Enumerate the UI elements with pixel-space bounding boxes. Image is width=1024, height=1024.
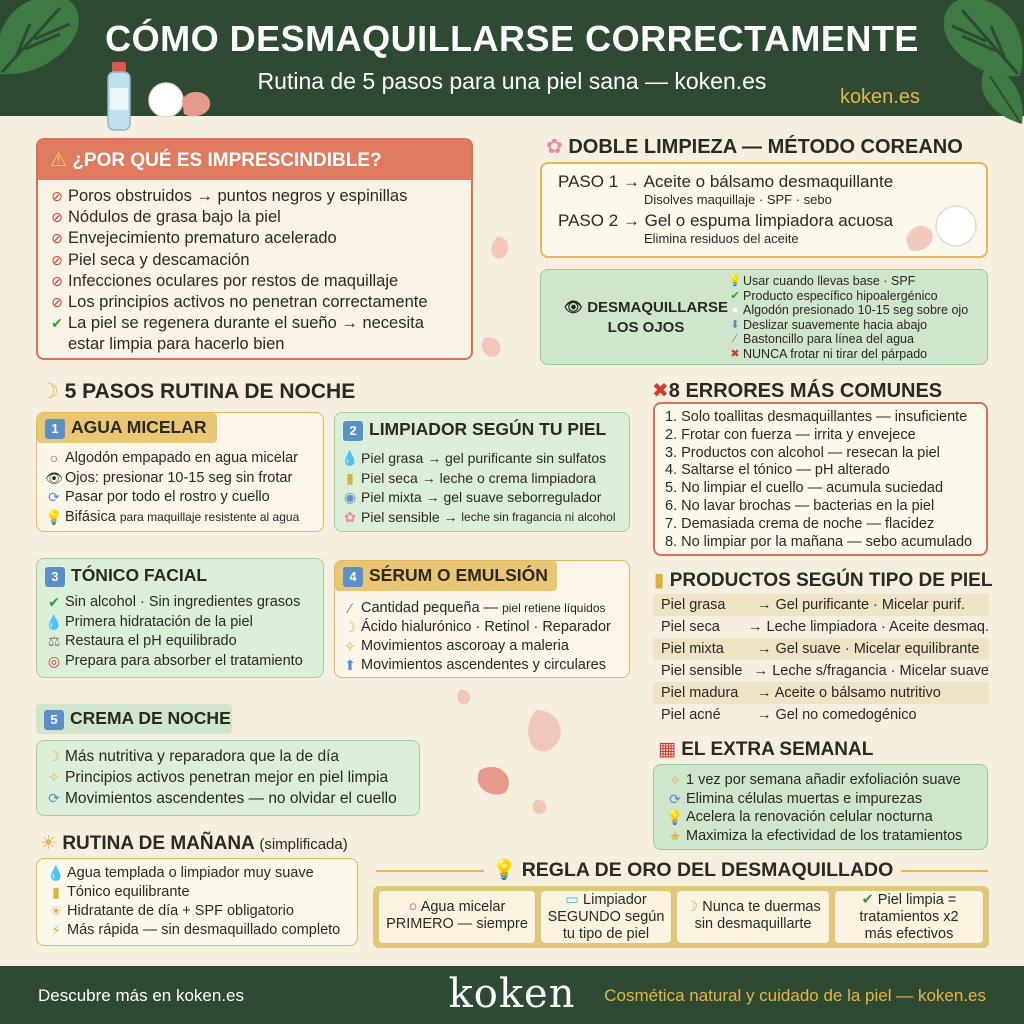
prohibited-icon: ⊘ bbox=[51, 251, 63, 268]
step3-box bbox=[36, 558, 324, 678]
list-item: ⁄ Cantidad pequeña — piel retiene líquidos bbox=[339, 599, 611, 618]
list-item: ⬇ Deslizar suavemente hacia abajo bbox=[727, 318, 968, 333]
list-item: ✧ Movimientos ascoroay a maleria bbox=[339, 637, 611, 656]
oro-title-row bbox=[484, 858, 901, 882]
header-brand: koken.es bbox=[839, 86, 920, 108]
prohibited-icon: ⊘ bbox=[51, 294, 63, 311]
lightbulb-icon: 💡 bbox=[666, 809, 684, 825]
list-item: ⬆ Movimientos ascendentes y circulares bbox=[339, 656, 611, 675]
table-row: Piel seca → Leche limpiadora · Aceite desmaq. bbox=[661, 619, 989, 635]
list-item: ✔ La piel se regenera durante el sueño → necesita bbox=[46, 313, 463, 334]
lightbulb-icon: 💡 bbox=[492, 859, 517, 881]
list-item: 💧 Primera hidratación de la piel bbox=[43, 613, 303, 633]
productos-title-row bbox=[654, 569, 992, 592]
foam-icon: ◉ bbox=[343, 489, 357, 505]
footer-left-link[interactable]: Descubre más en koken.es bbox=[38, 986, 244, 1005]
doble-step2-sub: Elimina residuos del aceite bbox=[644, 231, 799, 246]
sun-icon: ☀ bbox=[49, 903, 63, 919]
cotton-pad-icon bbox=[904, 200, 980, 258]
list-item: ⚡ Más rápida — sin desmaquillado completo bbox=[45, 921, 349, 940]
list-item: ☽ Ácido hialurónico · Retinol · Reparador bbox=[339, 618, 611, 637]
step5-header bbox=[36, 704, 232, 734]
rutina-title: 5 PASOS RUTINA DE NOCHE bbox=[64, 380, 356, 403]
table-row: Piel sensible → Leche s/fragancia · Micelar suave bbox=[661, 663, 989, 679]
productos-table bbox=[653, 594, 989, 726]
dropper-icon: ⁄ bbox=[348, 600, 352, 616]
rutina-title-row bbox=[40, 379, 355, 404]
doble-step2: PASO 2 → Gel o espuma limpiadora acuosa bbox=[558, 211, 894, 230]
list-item: 💡 Acelera la renovación celular nocturna bbox=[664, 808, 977, 827]
list-item: ⊘ Infecciones oculares por restos de maquillaje bbox=[46, 271, 463, 292]
moon-icon: ☽ bbox=[685, 899, 699, 915]
footer bbox=[0, 966, 1024, 1024]
prohibited-icon: ⊘ bbox=[51, 272, 63, 289]
list-item: 👁 Ojos: presionar 10-15 seg sin frotar bbox=[43, 469, 299, 489]
refresh-icon: ⟳ bbox=[48, 489, 60, 505]
refresh-icon: ⟳ bbox=[669, 790, 681, 807]
list-item: ⚖ Restaura el pH equilibrado bbox=[43, 632, 303, 652]
balance-icon: ⚖ bbox=[47, 633, 61, 649]
step2-header bbox=[335, 415, 614, 445]
sun-icon: ☀ bbox=[40, 833, 58, 854]
cross-icon: ✖ bbox=[652, 380, 669, 402]
extra-box bbox=[653, 764, 988, 850]
list-item: 💧 Agua templada o limpiador muy suave bbox=[45, 864, 349, 883]
step1-box bbox=[36, 412, 324, 532]
page-title: CÓMO DESMAQUILLARSE CORRECTAMENTE bbox=[105, 18, 919, 59]
droplet-icon: 💧 bbox=[47, 865, 65, 881]
cotton-icon: ● bbox=[731, 304, 739, 317]
oro-cell-3: ☽ Nunca te duermas sin desmaquillarte bbox=[677, 891, 829, 943]
refresh-icon: ⟳ bbox=[48, 790, 60, 806]
step4-header bbox=[335, 561, 557, 591]
ojos-box bbox=[540, 269, 988, 365]
ojos-label: 👁 DESMAQUILLARSE LOS OJOS bbox=[563, 299, 729, 336]
arrow-up-icon: ⬆ bbox=[344, 657, 356, 673]
oro-title: REGLA DE ORO DEL DESMAQUILLADO bbox=[521, 859, 894, 881]
list-item: ▮ Tónico equilibrante bbox=[45, 883, 349, 902]
eye-icon: 👁 bbox=[563, 299, 584, 316]
list-item: estar limpia para hacerlo bien bbox=[68, 335, 285, 354]
sparkle-icon: ✧ bbox=[344, 638, 356, 654]
manana-title-row bbox=[40, 832, 348, 855]
list-item: 💧 Piel grasa → gel purificante sin sulfatos bbox=[339, 449, 616, 469]
step3-title: TÓNICO FACIAL bbox=[71, 565, 208, 585]
list-item: ⟳ Movimientos ascendentes — no olvidar el cuello bbox=[43, 788, 397, 809]
step3-number: 3 bbox=[45, 567, 65, 587]
droplet-icon: 💧 bbox=[341, 450, 359, 466]
cotton-swab-icon: ⁄ bbox=[734, 333, 736, 346]
list-item: ⊘ Piel seca y descamación bbox=[46, 250, 463, 271]
list-item: ✔ Producto específico hipoalergénico bbox=[727, 289, 968, 304]
soap-icon: ▭ bbox=[565, 892, 579, 908]
droplet-icon: 💧 bbox=[45, 613, 63, 630]
moon-icon: ☽ bbox=[40, 380, 59, 403]
errores-title-row bbox=[652, 378, 942, 403]
check-icon: ✔ bbox=[730, 289, 740, 302]
check-icon: ✔ bbox=[48, 594, 60, 610]
list-item: 💡 Bifásica para maquillaje resistente al agua bbox=[43, 508, 299, 528]
table-row: Piel madura → Aceite o bálsamo nutritivo bbox=[653, 682, 989, 704]
bottle-icon: ▮ bbox=[654, 570, 665, 591]
warning-icon: ⚠ bbox=[50, 150, 68, 171]
list-item: 6. No lavar brochas — bacterias en la piel bbox=[665, 497, 935, 514]
productos-title: PRODUCTOS SEGÚN TIPO DE PIEL bbox=[669, 570, 993, 591]
doble-step1: PASO 1 → Aceite o bálsamo desmaquillante bbox=[558, 172, 894, 191]
list-item: ○ Algodón empapado en agua micelar bbox=[43, 449, 299, 469]
step5-box bbox=[36, 740, 420, 816]
lightning-icon: ⚡ bbox=[51, 922, 61, 938]
prohibited-icon: ⊘ bbox=[51, 188, 63, 204]
prohibited-icon: ⊘ bbox=[51, 209, 63, 226]
target-icon: ◎ bbox=[47, 652, 61, 669]
list-item: ✿ Piel sensible → leche sin fragancia ni alcohol bbox=[339, 508, 616, 528]
oro-cell-4: ✔ Piel limpia = tratamientos x2 más efectivos bbox=[835, 891, 983, 943]
step2-title: LIMPIADOR SEGÚN TU PIEL bbox=[369, 419, 607, 439]
step5-number: 5 bbox=[44, 710, 64, 730]
circle-icon: ○ bbox=[408, 899, 418, 915]
star-icon: ★ bbox=[668, 827, 682, 844]
eye-icon: 👁 bbox=[45, 469, 63, 486]
manana-box bbox=[36, 858, 358, 946]
doble-title: DOBLE LIMPIEZA — MÉTODO COREANO bbox=[568, 136, 963, 158]
cross-icon: ✖ bbox=[730, 347, 740, 360]
why-box bbox=[36, 138, 473, 360]
calendar-icon: ▦ bbox=[658, 739, 676, 760]
table-row: Piel mixta → Gel suave · Micelar equilibrante bbox=[653, 638, 989, 660]
table-row: Piel grasa → Gel purificante · Micelar purif. bbox=[653, 594, 989, 616]
list-item: ★ Maximiza la efectividad de los tratamientos bbox=[664, 827, 977, 846]
errores-title: 8 ERRORES MÁS COMUNES bbox=[668, 380, 943, 402]
list-item: 4. Saltarse el tónico — pH alterado bbox=[665, 462, 890, 479]
list-item: 5. No limpiar el cuello — acumula suciedad bbox=[665, 480, 944, 497]
lightbulb-icon: 💡 bbox=[728, 275, 742, 287]
list-item: ⟳ Pasar por todo el rostro y cuello bbox=[43, 488, 299, 508]
flower-icon: ✿ bbox=[546, 136, 563, 158]
moon-icon: ☽ bbox=[47, 748, 61, 764]
list-item: ✖ NUNCA frotar ni tirar del párpado bbox=[727, 347, 968, 362]
list-item: 7. Demasiada crema de noche — flacidez bbox=[665, 515, 935, 532]
sparkle-icon: ✧ bbox=[48, 769, 60, 785]
step1-header bbox=[37, 413, 217, 443]
extra-title: EL EXTRA SEMANAL bbox=[681, 739, 874, 760]
list-item: ☽ Más nutritiva y reparadora que la de día bbox=[43, 746, 397, 767]
why-header bbox=[38, 140, 471, 180]
table-row: Piel acné → Gel no comedogénico bbox=[661, 707, 917, 723]
lightbulb-icon: 💡 bbox=[45, 508, 63, 525]
check-icon: ✔ bbox=[861, 892, 874, 908]
doble-title-row bbox=[546, 134, 963, 159]
arrow-down-icon: ⬇ bbox=[730, 318, 740, 331]
moon-icon: ☽ bbox=[343, 619, 357, 635]
footer-tagline: Cosmética natural y cuidado de la piel — koken.es bbox=[604, 986, 986, 1005]
why-title: ¿POR QUÉ ES IMPRESCINDIBLE? bbox=[72, 150, 382, 171]
list-item: ⊘ Nódulos de grasa bajo la piel bbox=[46, 207, 463, 228]
step5-title: CREMA DE NOCHE bbox=[70, 708, 231, 728]
list-item: 3. Productos con alcohol — resecan la piel bbox=[665, 444, 940, 461]
footer-logo: koken bbox=[448, 971, 576, 1017]
check-icon: ✔ bbox=[51, 315, 63, 332]
list-item: ● Algodón presionado 10-15 seg sobre ojo bbox=[727, 303, 968, 318]
list-item: ☀ Hidratante de día + SPF obligatorio bbox=[45, 902, 349, 921]
oro-box bbox=[373, 886, 989, 948]
list-item: ⊘ Poros obstruidos → puntos negros y espinillas bbox=[46, 186, 463, 207]
petal-decoration-icon bbox=[440, 230, 550, 370]
step2-number: 2 bbox=[343, 421, 363, 441]
micellar-bottle-icon bbox=[104, 62, 216, 134]
doble-step1-sub: Disolves maquillaje · SPF · sebo bbox=[644, 192, 832, 207]
manana-title: RUTINA DE MAÑANA bbox=[62, 833, 255, 854]
list-item: 2. Frotar con fuerza — irrita y envejece bbox=[665, 426, 916, 443]
oro-cell-2: ▭ Limpiador SEGUNDO según tu tipo de piel bbox=[541, 891, 671, 943]
step2-box bbox=[334, 412, 630, 532]
step4-number: 4 bbox=[343, 567, 363, 587]
oro-cell-1: ○ Agua micelar PRIMERO — siempre bbox=[379, 891, 535, 943]
step4-box bbox=[334, 560, 630, 678]
list-item: ⟳ Elimina células muertas e impurezas bbox=[664, 790, 977, 809]
prohibited-icon: ⊘ bbox=[51, 230, 63, 247]
list-item: ⊘ Envejecimiento prematuro acelerado bbox=[46, 228, 463, 249]
flower-icon: ✿ bbox=[344, 508, 356, 525]
list-item: ✧ Principios activos penetran mejor en piel limpia bbox=[43, 767, 397, 788]
page-subtitle: Rutina de 5 pasos para una piel sana — koken.es bbox=[257, 68, 767, 94]
extra-title-row bbox=[658, 738, 873, 761]
list-item: 1. Solo toallitas desmaquillantes — insuficiente bbox=[665, 409, 968, 425]
list-item: 💡 Usar cuando llevas base · SPF bbox=[728, 274, 916, 288]
list-item: ✔ Sin alcohol · Sin ingredientes grasos bbox=[43, 593, 303, 613]
list-item: ⊘ Los principios activos no penetran correctamente bbox=[46, 292, 463, 313]
errores-box bbox=[653, 402, 988, 556]
petal-decoration-icon bbox=[440, 680, 590, 820]
circle-icon: ○ bbox=[49, 450, 59, 466]
sparkle-icon: ✧ bbox=[669, 772, 681, 788]
step3-header bbox=[37, 561, 215, 591]
list-item: ◉ Piel mixta → gel suave seborregulador bbox=[339, 488, 616, 508]
step1-title: AGUA MICELAR bbox=[71, 417, 207, 437]
list-item: ✧ 1 vez por semana añadir exfoliación suave bbox=[664, 771, 977, 790]
bottle-icon: ▮ bbox=[52, 884, 60, 900]
list-item: ⁄ Bastoncillo para línea del agua bbox=[727, 332, 968, 347]
step1-number: 1 bbox=[45, 419, 65, 439]
step4-title: SÉRUM O EMULSIÓN bbox=[369, 565, 548, 585]
list-item: 8. No limpiar por la mañana — sebo acumulado bbox=[665, 533, 973, 550]
list-item: ▮ Piel seca → leche o crema limpiadora bbox=[339, 469, 616, 489]
manana-title-small: (simplificada) bbox=[259, 836, 348, 853]
list-item: ◎ Prepara para absorber el tratamiento bbox=[43, 652, 303, 672]
bottle-icon: ▮ bbox=[346, 469, 354, 486]
